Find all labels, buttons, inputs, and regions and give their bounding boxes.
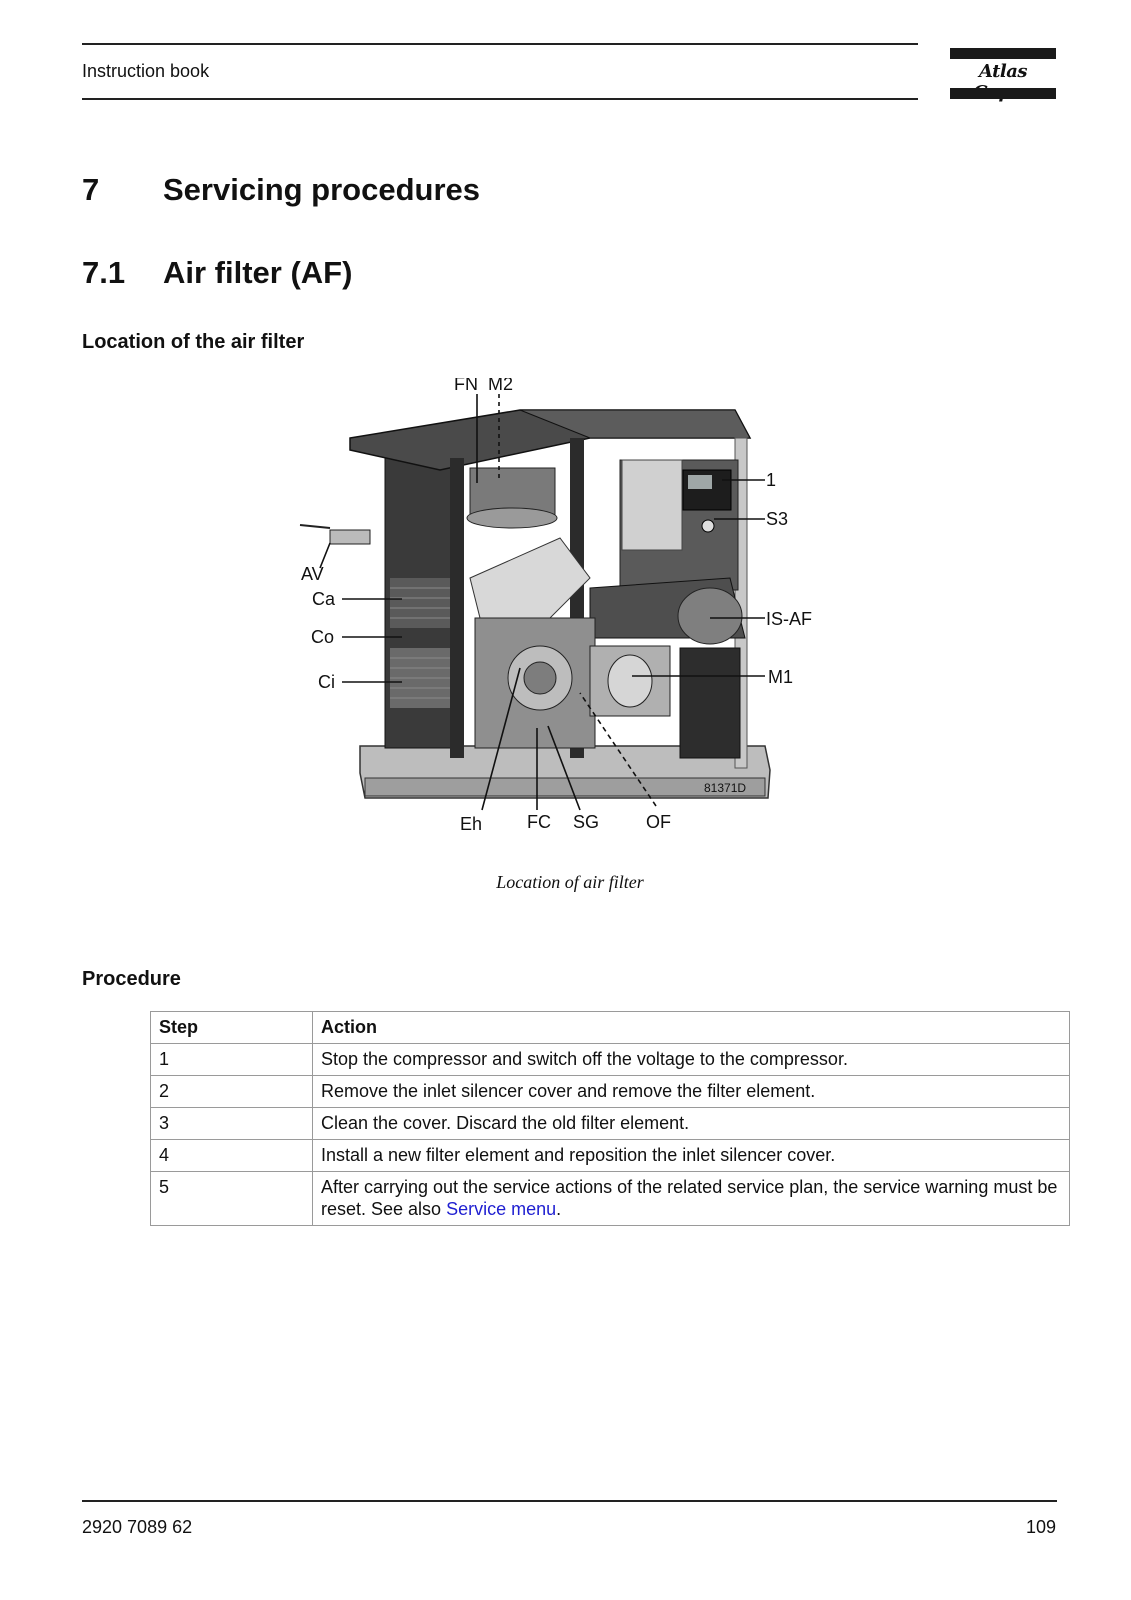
figure-caption: Location of air filter — [496, 872, 644, 892]
step-number: 5 — [151, 1172, 313, 1226]
step-action: Clean the cover. Discard the old filter element. — [313, 1108, 1070, 1140]
procedure-table — [150, 1011, 1070, 1226]
table-row — [151, 1172, 1070, 1226]
callout-Ci: Ci — [318, 672, 335, 692]
document-number: 2920 7089 62 — [82, 1517, 193, 1537]
callout-1: 1 — [766, 470, 777, 490]
step-number: 3 — [151, 1108, 313, 1140]
callout-M1: M1 — [768, 667, 794, 687]
chapter-heading — [82, 172, 480, 208]
figure-id: 81371D — [704, 781, 747, 795]
section-number: 7.1 — [82, 255, 126, 290]
column-header-action: Action — [313, 1012, 1070, 1044]
step-action — [313, 1172, 1070, 1226]
step-action-end: . — [556, 1199, 562, 1219]
callout-Eh: Eh — [460, 814, 483, 834]
callout-FN: FN — [454, 378, 478, 394]
chapter-title: Servicing procedures — [163, 172, 481, 207]
table-row — [151, 1108, 1070, 1140]
compressor-illustration — [290, 378, 850, 858]
step-number: 4 — [151, 1140, 313, 1172]
header-title: Instruction book — [82, 61, 210, 81]
callout-IS-AF: IS-AF — [766, 609, 813, 629]
step-action: Remove the inlet silencer cover and remove the filter element. — [313, 1076, 1070, 1108]
callout-AV: AV — [301, 564, 324, 584]
callout-Co: Co — [311, 627, 335, 647]
section-heading — [82, 255, 352, 291]
step-action-text: After carrying out the service actions of the related service plan, the service warning must be reset. See also — [321, 1177, 1058, 1219]
compressor-location-figure — [290, 378, 850, 858]
chapter-number: 7 — [82, 172, 100, 207]
callout-OF: OF — [646, 812, 671, 832]
footer-rule — [82, 1500, 1057, 1502]
callout-S3: S3 — [766, 509, 789, 529]
section-title: Air filter (AF) — [163, 255, 353, 290]
header-top-rule — [82, 43, 918, 45]
table-row — [151, 1140, 1070, 1172]
logo-wordmark: Atlas — [978, 61, 1028, 82]
table-row — [151, 1076, 1070, 1108]
step-number: 1 — [151, 1044, 313, 1076]
atlas-copco-logo — [950, 48, 1056, 100]
step-action: Install a new filter element and reposition the inlet silencer cover. — [313, 1140, 1070, 1172]
table-row — [151, 1044, 1070, 1076]
column-header-step: Step — [151, 1012, 313, 1044]
step-action: Stop the compressor and switch off the voltage to the compressor. — [313, 1044, 1070, 1076]
callout-SG: SG — [573, 812, 600, 832]
procedure-heading: Procedure — [82, 968, 181, 990]
location-heading: Location of the air filter — [82, 331, 305, 353]
callout-Ca: Ca — [312, 589, 336, 609]
header-bottom-rule — [82, 98, 918, 100]
table-header-row — [151, 1012, 1070, 1044]
page-number: 109 — [1025, 1517, 1056, 1537]
service-menu-link[interactable]: Service menu — [446, 1199, 557, 1219]
step-number: 2 — [151, 1076, 313, 1108]
callout-M2: M2 — [488, 378, 514, 394]
callout-FC: FC — [527, 812, 551, 832]
